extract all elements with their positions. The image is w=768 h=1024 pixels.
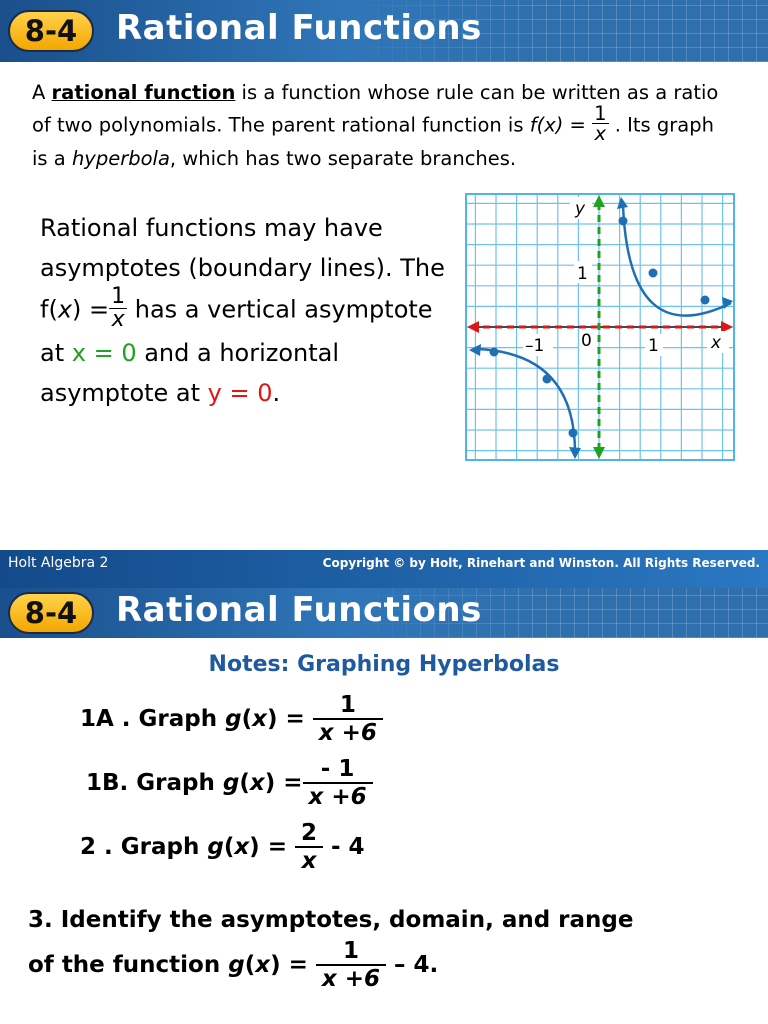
asymptote-explanation: Rational functions may have asymptotes (boundary lines). The f(x) = $\frac{1}{x}$ has a vertical asymptote at x = 0 and a horizontal asymptote at y = 0.	[40, 214, 445, 407]
fraction: $\frac{2}{x}$	[295, 820, 323, 875]
point-right-1	[619, 217, 628, 226]
term-rational-function: rational function	[51, 81, 236, 104]
vertical-asymptote-text: x = 0	[71, 339, 137, 367]
fraction-one-over-x: $\frac{1}{x}$	[111, 284, 126, 332]
x-axis-label: x	[711, 333, 722, 353]
point-right-2	[649, 269, 658, 278]
problem-3: 3. Identify the asymptotes, domain, and range of the function g(x) = $\frac{1}{x +6}$ – 4.	[28, 907, 634, 993]
point-right-3	[701, 296, 710, 305]
title-banner	[0, 588, 768, 638]
notes-title: Notes: Graphing Hyperbolas	[208, 652, 560, 677]
tick-label-x-neg-one: –1	[525, 336, 545, 356]
intro-paragraph: A rational function is a function whose rule can be written as a ratio of two polynomials. The parent rational function is f(x) = $\frac{1}{x}$ . Its graph is a hyperbola, which has two separate branches.	[32, 81, 719, 170]
slide-title: Rational Functions	[116, 590, 482, 630]
point-left-2	[543, 375, 552, 384]
point-left-3	[569, 429, 578, 438]
tick-label-origin: 0	[581, 331, 592, 351]
fraction: $\frac{- 1}{x +6}$	[303, 756, 373, 811]
slide-title: Rational Functions	[116, 8, 482, 48]
problem-1b: 1B. Graph g(x) = $\frac{- 1}{x +6}$	[86, 756, 373, 811]
footer-book-title: Holt Algebra 2	[8, 555, 109, 571]
lesson-badge: 8-4	[8, 10, 94, 52]
slide-2	[0, 588, 768, 1024]
point-left-1	[490, 348, 499, 357]
footer-bar	[0, 550, 768, 588]
y-axis-label: y	[575, 199, 586, 219]
lesson-badge: 8-4	[8, 592, 94, 634]
title-banner	[0, 0, 768, 62]
horizontal-asymptote-text: y = 0	[207, 379, 273, 407]
fraction-one-over-x: $\frac{1}{x}$	[594, 101, 607, 145]
footer-copyright: Copyright © by Holt, Rinehart and Winston. All Rights Reserved.	[322, 556, 760, 570]
hyperbola-graph	[465, 193, 735, 461]
problem-1a: 1A . Graph g(x) = $\frac{1}{x +6}$	[80, 692, 383, 747]
problem-2: 2 . Graph g(x) = $\frac{2}{x}$ - 4	[80, 820, 365, 875]
tick-label-x-one: 1	[648, 336, 659, 356]
fraction: $\frac{1}{x +6}$	[316, 938, 386, 993]
fraction: $\frac{1}{x +6}$	[313, 692, 383, 747]
tick-label-y-one: 1	[577, 264, 588, 284]
